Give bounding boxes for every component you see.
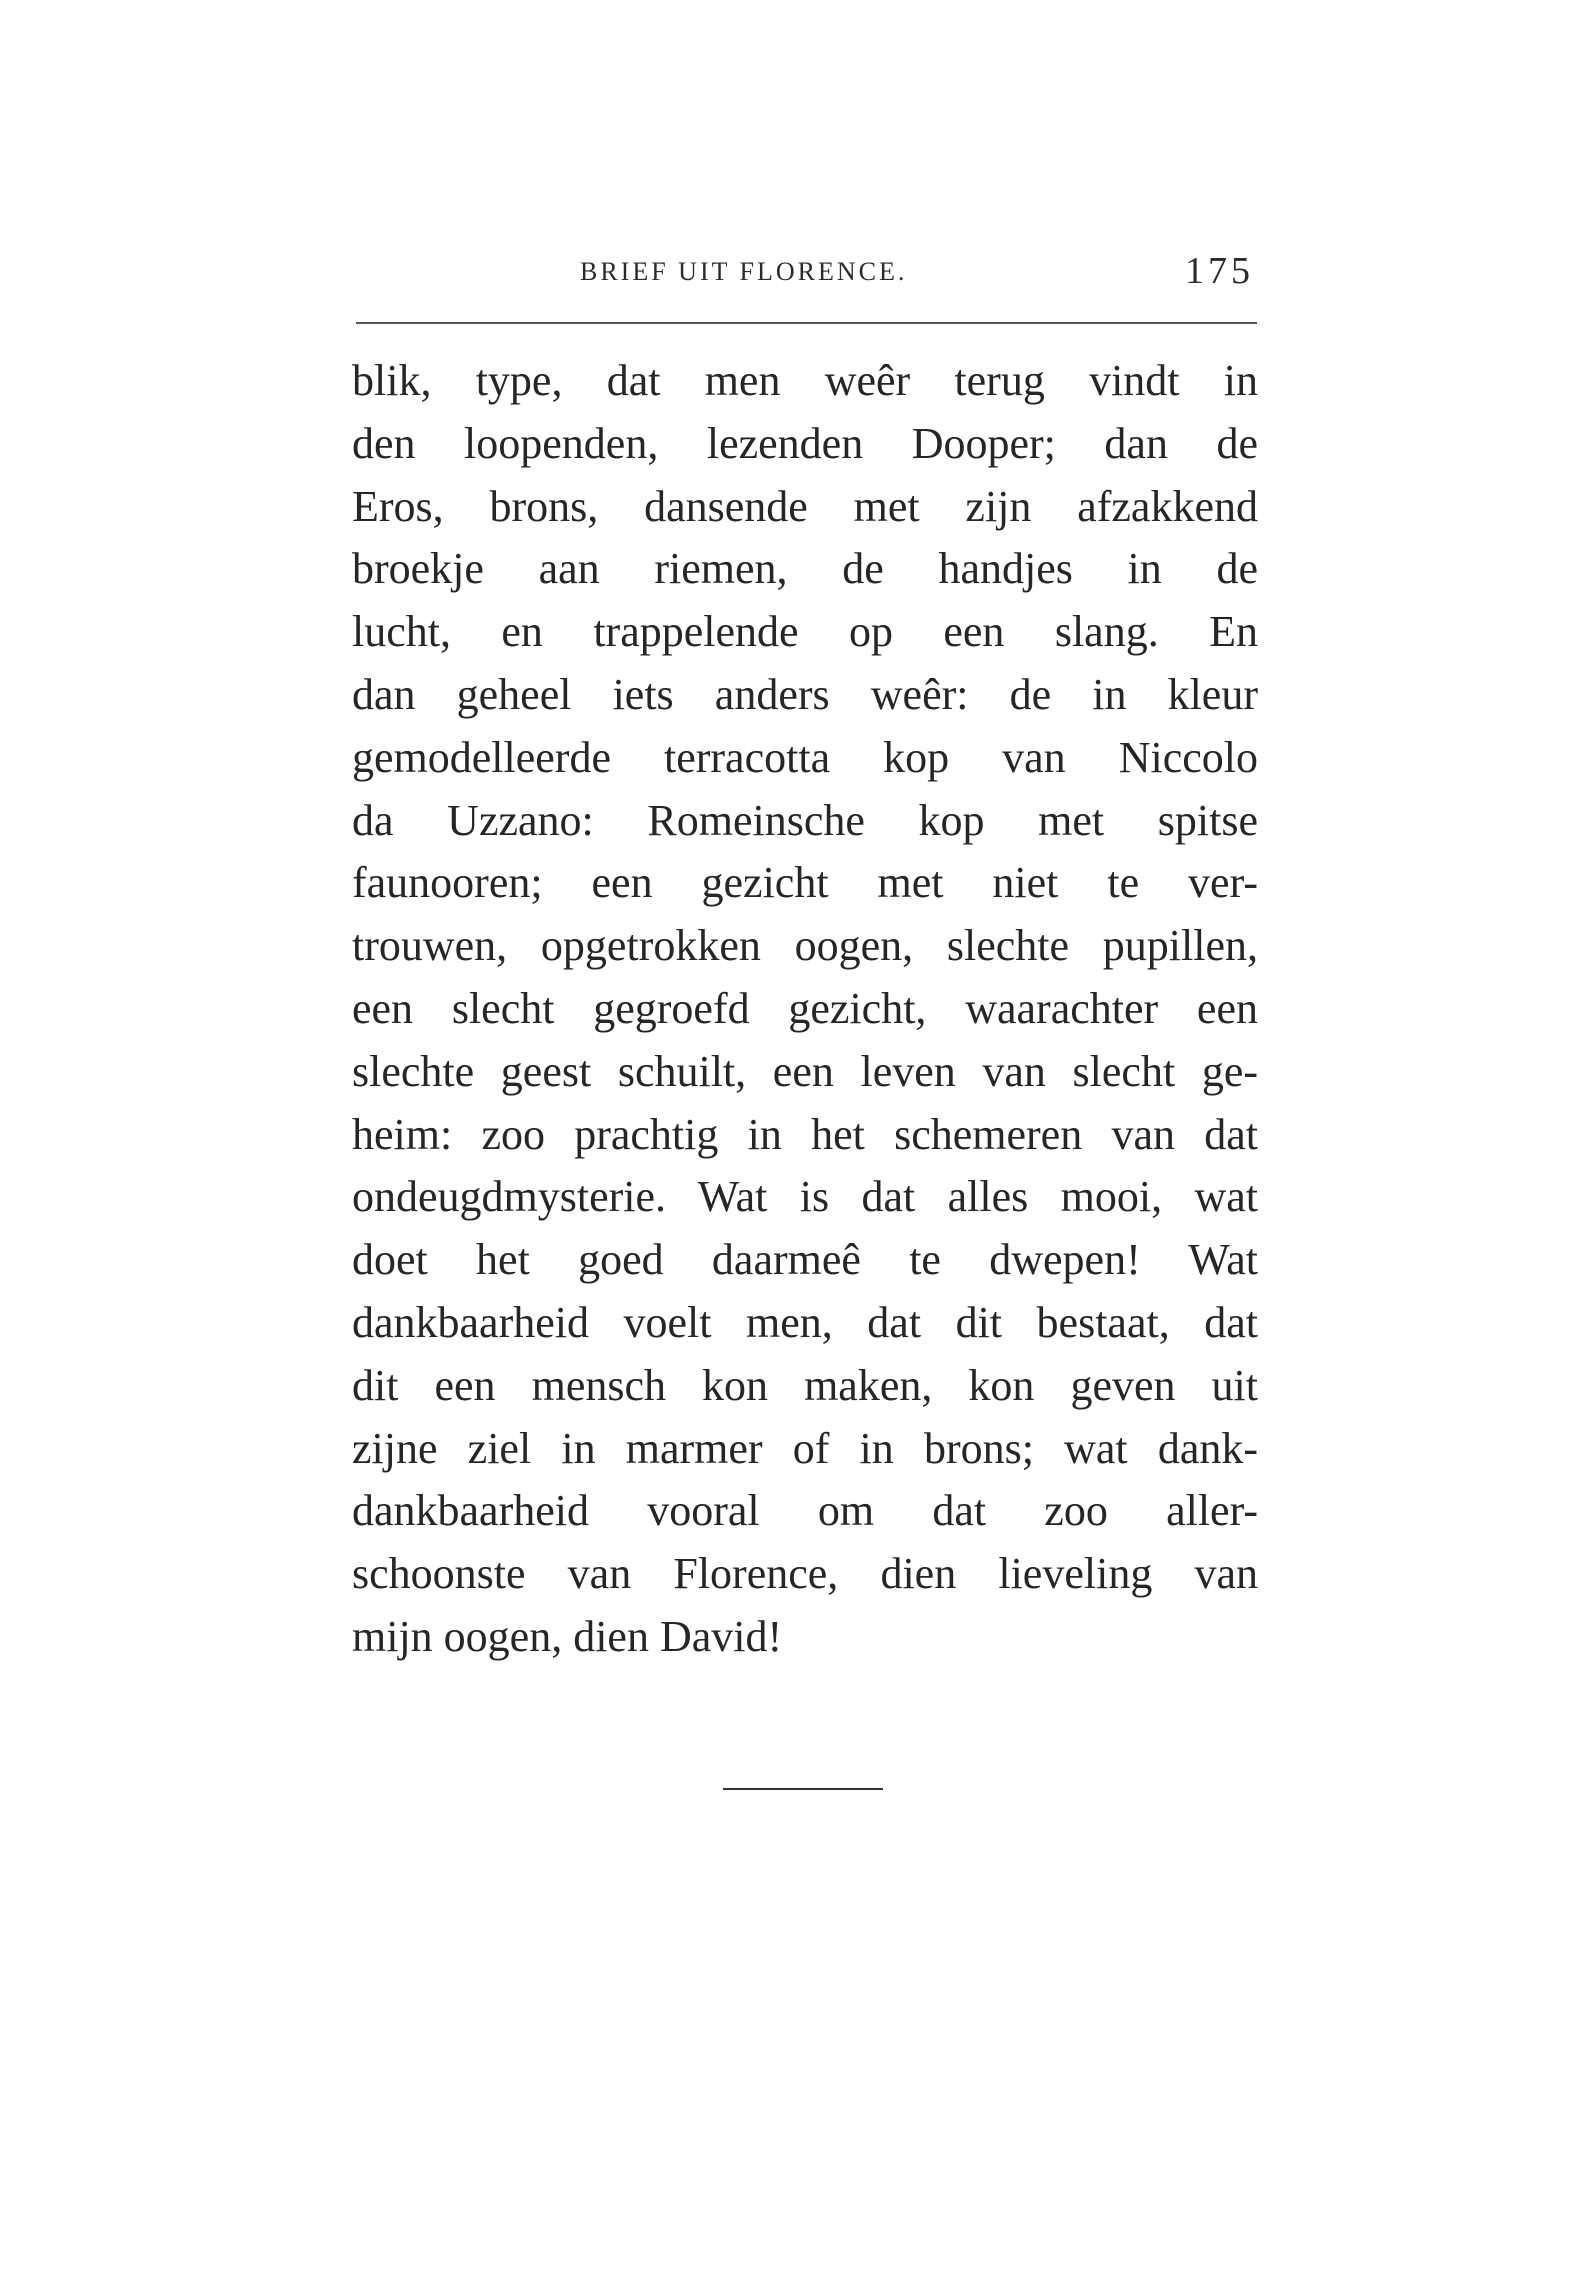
- text-line: gemodelleerde terracotta kop van Niccolo: [352, 732, 1258, 782]
- text-line: Eros, brons, dansende met zijn afzakkend: [352, 481, 1258, 531]
- text-line: blik, type, dat men weêr terug vindt in: [352, 356, 1258, 405]
- running-title: BRIEF UIT FLORENCE.: [580, 257, 908, 286]
- text-line: dan geheel iets anders weêr: de in kleur: [352, 669, 1258, 719]
- header-rule: [356, 322, 1257, 324]
- text-line: zijne ziel in marmer of in brons; wat dank-: [352, 1423, 1258, 1473]
- body-text: [352, 350, 1258, 1669]
- text-line: dankbaarheid voelt men, dat dit bestaat, dat: [352, 1297, 1258, 1347]
- text-line: doet het goed daarmeê te dwepen! Wat: [352, 1235, 1258, 1285]
- running-head: [352, 245, 1258, 305]
- end-rule: [723, 1788, 883, 1790]
- text-line: den loopenden, lezenden Dooper; dan de: [352, 418, 1258, 468]
- text-line: broekje aan riemen, de handjes in de: [352, 544, 1258, 594]
- text-line: trouwen, opgetrokken oogen, slechte pupillen,: [352, 921, 1258, 971]
- text-line: mijn oogen, dien David!: [352, 1611, 783, 1661]
- text-line: da Uzzano: Romeinsche kop met spitse: [352, 795, 1258, 845]
- text-line: faunooren; een gezicht met niet te ver-: [352, 858, 1258, 908]
- text-line: lucht, en trappelende op een slang. En: [352, 607, 1258, 657]
- text-line: slechte geest schuilt, een leven van slecht ge-: [352, 1046, 1258, 1096]
- text-line: dankbaarheid vooral om dat zoo aller-: [352, 1486, 1258, 1536]
- page-number: 175: [1185, 250, 1254, 292]
- text-line: dit een mensch kon maken, kon geven uit: [352, 1360, 1258, 1410]
- text-line: schoonste van Florence, dien lieveling van: [352, 1549, 1258, 1599]
- text-line: heim: zoo prachtig in het schemeren van dat: [352, 1109, 1258, 1159]
- text-line: een slecht gegroefd gezicht, waarachter een: [352, 983, 1258, 1033]
- text-line: ondeugdmysterie. Wat is dat alles mooi, wat: [352, 1172, 1258, 1222]
